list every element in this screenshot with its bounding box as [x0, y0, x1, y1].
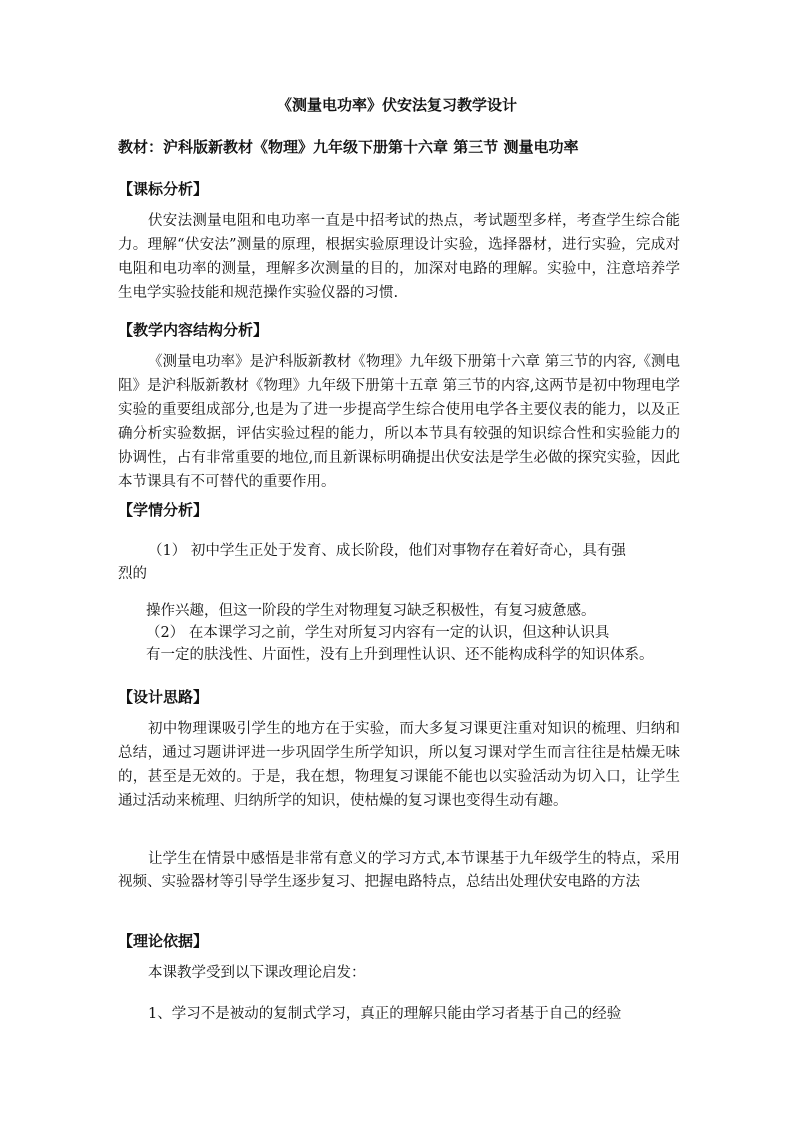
students-item-1-line-2: 烈的	[118, 566, 147, 582]
students-item-1-line-3: 操作兴趣，但这一阶段的学生对物理复习缺乏积极性，有复习疲惫感。	[146, 603, 596, 619]
theory-intro: 本课教学受到以下课改理论启发：	[148, 965, 366, 981]
section-heading-design: 【设计思路】	[118, 688, 209, 706]
content-paragraph: 《测量电功率》是沪科版新教材《物理》九年级下册第十六章 第三节的内容,《测电阻》是沪科版新教材《物理》九年级下册第十五章 第三节的内容,这两节是初中物理电学实验的重要组成部分,也是为了进一步提高学生综合使用电学各主要仪表的能力，以及正确分析实验数据，评估实验过程的能力，所以本节具有较强的知识综合性和实验能力的协调性，占有非常重要的地位,而且新课标明确提出伏安法是学生必做的探究实验，因此本节课具有不可替代的重要作用。	[118, 354, 680, 490]
curriculum-paragraph: 伏安法测量电阻和电功率一直是中招考试的热点，考试题型多样，考查学生综合能力。理解“伏安法”测量的原理，根据实验原理设计实验，选择器材，进行实验，完成对电阻和电功率的测量，理解多次测量的目的，加深对电路的理解。实验中，注意培养学生电学实验技能和规范操作实验仪器的习惯.	[118, 213, 680, 301]
section-heading-students: 【学情分析】	[118, 501, 209, 519]
students-item-2-line-2: 有一定的肤浅性、片面性，没有上升到理性认识、还不能构成科学的知识体系。	[146, 647, 654, 663]
document-title: 《测量电功率》伏安法复习教学设计	[276, 96, 517, 114]
section-heading-curriculum: 【课标分析】	[118, 180, 209, 198]
textbook-info: 教材：沪科版新教材《物理》九年级下册第十六章 第三节 测量电功率	[118, 138, 579, 156]
design-paragraph-2: 让学生在情景中感悟是非常有意义的学习方式,本节课基于九年级学生的特点，采用视频、实验器材等引导学生逐步复习、把握电路特点，总结出处理伏安电路的方法	[118, 851, 680, 890]
students-item-1-line-1: （1） 初中学生正处于发育、成长阶段，他们对事物存在着好奇心，具有强	[148, 543, 626, 559]
theory-point-1: 1、学习不是被动的复制式学习，真正的理解只能由学习者基于自己的经验	[148, 1006, 622, 1022]
section-heading-theory: 【理论依据】	[118, 932, 209, 950]
students-item-2-line-1: （2） 在本课学习之前，学生对所复习内容有一定的认识，但这种认识具	[146, 625, 610, 641]
section-heading-content: 【教学内容结构分析】	[118, 321, 269, 339]
design-paragraph-1: 初中物理课吸引学生的地方在于实验，而大多复习课更注重对知识的梳理、归纳和总结，通过习题讲评进一步巩固学生所学知识，所以复习课对学生而言往往是枯燥无味的，甚至是无效的。于是，我在想，物理复习课能不能也以实验活动为切入口，让学生通过活动来梳理、归纳所学的知识，使枯燥的复习课也变得生动有趣。	[118, 721, 680, 809]
